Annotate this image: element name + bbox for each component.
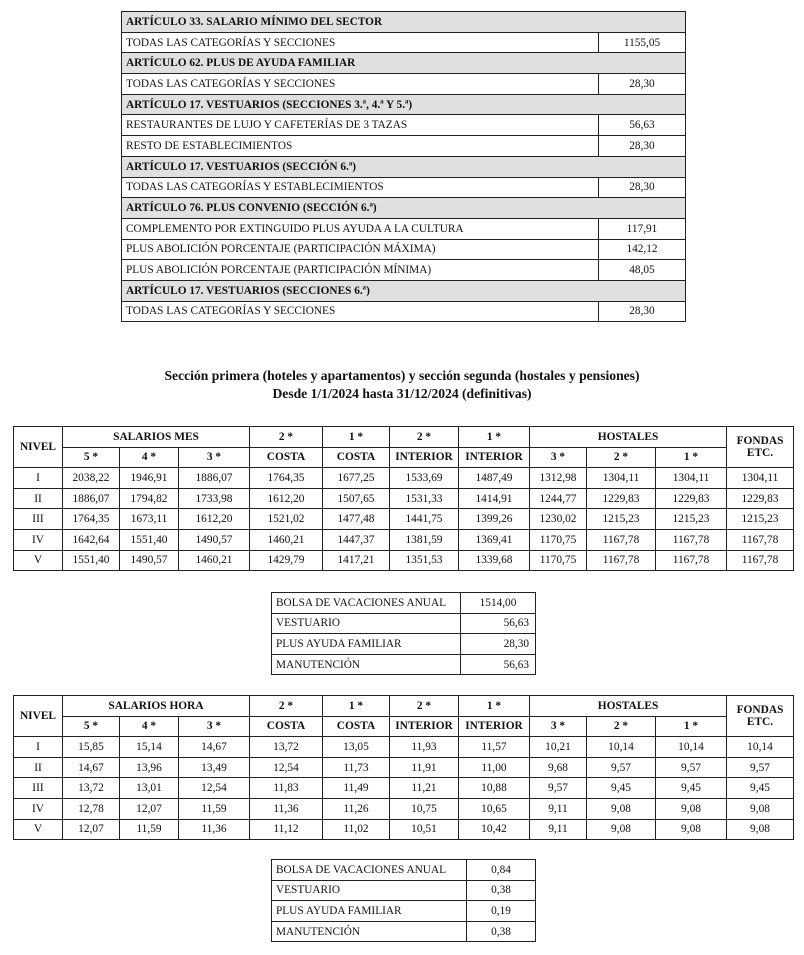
value-cell: 1312,98 — [530, 468, 587, 489]
row-label: RESTAURANTES DE LUJO Y CAFETERÍAS DE 3 TAZAS — [122, 115, 599, 136]
section-title — [0, 367, 804, 403]
row-label: RESTO DE ESTABLECIMIENTOS — [122, 136, 599, 157]
value-cell: 1167,78 — [656, 529, 727, 550]
value-cell: 1677,25 — [323, 468, 390, 489]
sub-header: 2 * — [587, 716, 656, 737]
sub-header: INTERIOR — [390, 716, 459, 737]
value-cell: 1229,83 — [656, 488, 727, 509]
category-header: 2 * — [390, 427, 459, 448]
value-cell: 1369,41 — [459, 529, 530, 550]
table-row — [14, 529, 794, 550]
value-cell: 1229,83 — [727, 488, 794, 509]
row-label: COMPLEMENTO POR EXTINGUIDO PLUS AYUDA A LA CULTURA — [122, 218, 599, 239]
nivel-cell: III — [14, 778, 63, 799]
value-cell: 1170,75 — [530, 550, 587, 571]
row-label: PLUS ABOLICIÓN PORCENTAJE (PARTICIPACIÓN MÁXIMA) — [122, 239, 599, 260]
value-cell: 11,49 — [323, 778, 390, 799]
value-cell: 1946,91 — [120, 468, 179, 489]
value-cell: 1531,33 — [390, 488, 459, 509]
article-header: ARTÍCULO 76. PLUS CONVENIO (SECCIÓN 6.ª) — [122, 198, 686, 219]
article-header-row — [122, 198, 686, 219]
value-cell: 2038,22 — [63, 468, 120, 489]
extras-row — [272, 593, 536, 614]
sub-header: COSTA — [323, 716, 390, 737]
extras-value: 0,38 — [467, 921, 536, 942]
extras-value: 1514,00 — [461, 593, 536, 614]
article-row — [122, 260, 686, 281]
hostales-header: HOSTALES — [530, 427, 727, 448]
extras-value: 0,38 — [467, 880, 536, 901]
value-cell: 1215,23 — [587, 509, 656, 530]
row-value: 142,12 — [599, 239, 686, 260]
value-cell: 12,54 — [250, 757, 323, 778]
value-cell: 1794,82 — [120, 488, 179, 509]
category-header: 1 * — [459, 427, 530, 448]
value-cell: 10,88 — [459, 778, 530, 799]
row-label: TODAS LAS CATEGORÍAS Y SECCIONES — [122, 32, 599, 53]
value-cell: 1764,35 — [250, 468, 323, 489]
sub-header: 4 * — [120, 716, 179, 737]
value-cell: 10,21 — [530, 737, 587, 758]
value-cell: 10,75 — [390, 798, 459, 819]
value-cell: 1764,35 — [63, 509, 120, 530]
article-header-row — [122, 53, 686, 74]
value-cell: 10,65 — [459, 798, 530, 819]
sub-header: INTERIOR — [390, 447, 459, 468]
value-cell: 1304,11 — [587, 468, 656, 489]
value-cell: 1460,21 — [250, 529, 323, 550]
value-cell: 9,08 — [727, 798, 794, 819]
article-header: ARTÍCULO 62. PLUS DE AYUDA FAMILIAR — [122, 53, 686, 74]
value-cell: 1414,91 — [459, 488, 530, 509]
sub-header: 5 * — [63, 447, 120, 468]
value-cell: 13,49 — [179, 757, 250, 778]
sub-header: COSTA — [250, 447, 323, 468]
value-cell: 1551,40 — [63, 550, 120, 571]
extras-label: VESTUARIO — [272, 880, 467, 901]
table-row — [14, 550, 794, 571]
value-cell: 9,08 — [587, 798, 656, 819]
article-row — [122, 115, 686, 136]
value-cell: 1167,78 — [587, 550, 656, 571]
value-cell: 11,59 — [120, 819, 179, 840]
row-value: 48,05 — [599, 260, 686, 281]
value-cell: 9,11 — [530, 798, 587, 819]
category-header: 1 * — [459, 696, 530, 717]
sub-header: 3 * — [530, 447, 587, 468]
extras-row — [272, 654, 536, 675]
sub-header: 3 * — [179, 447, 250, 468]
article-header: ARTÍCULO 17. VESTUARIOS (SECCIÓN 6.ª) — [122, 156, 686, 177]
article-header-row — [122, 280, 686, 301]
value-cell: 1673,11 — [120, 509, 179, 530]
table-row — [14, 757, 794, 778]
value-cell: 12,54 — [179, 778, 250, 799]
articles-table — [121, 11, 686, 322]
extras-row — [272, 860, 536, 881]
value-cell: 1533,69 — [390, 468, 459, 489]
value-cell: 1551,40 — [120, 529, 179, 550]
article-header: ARTÍCULO 33. SALARIO MÍNIMO DEL SECTOR — [122, 12, 686, 33]
nivel-cell: IV — [14, 529, 63, 550]
value-cell: 1429,79 — [250, 550, 323, 571]
article-row — [122, 136, 686, 157]
row-label: PLUS ABOLICIÓN PORCENTAJE (PARTICIPACIÓN MÍNIMA) — [122, 260, 599, 281]
sub-header: COSTA — [323, 447, 390, 468]
nivel-cell: II — [14, 488, 63, 509]
value-cell: 11,00 — [459, 757, 530, 778]
value-cell: 1521,02 — [250, 509, 323, 530]
extras-label: PLUS AYUDA FAMILIAR — [272, 901, 467, 922]
value-cell: 1733,98 — [179, 488, 250, 509]
value-cell: 13,96 — [120, 757, 179, 778]
value-cell: 13,01 — [120, 778, 179, 799]
value-cell: 1886,07 — [63, 488, 120, 509]
sub-header: 5 * — [63, 716, 120, 737]
nivel-cell: V — [14, 550, 63, 571]
sub-header: COSTA — [250, 716, 323, 737]
value-cell: 1230,02 — [530, 509, 587, 530]
value-cell: 15,85 — [63, 737, 120, 758]
sub-header: 4 * — [120, 447, 179, 468]
extras-row — [272, 901, 536, 922]
sub-header: 2 * — [587, 447, 656, 468]
section-title-line-2: Desde 1/1/2024 hasta 31/12/2024 (definitivas) — [272, 386, 532, 401]
table-row — [14, 778, 794, 799]
value-cell: 9,11 — [530, 819, 587, 840]
value-cell: 1381,59 — [390, 529, 459, 550]
value-cell: 1612,20 — [179, 509, 250, 530]
value-cell: 1215,23 — [656, 509, 727, 530]
value-cell: 10,14 — [656, 737, 727, 758]
value-cell: 11,73 — [323, 757, 390, 778]
extras-value: 56,63 — [461, 654, 536, 675]
value-cell: 11,57 — [459, 737, 530, 758]
value-cell: 10,51 — [390, 819, 459, 840]
row-value: 56,63 — [599, 115, 686, 136]
extras-label: BOLSA DE VACACIONES ANUAL — [272, 593, 461, 614]
value-cell: 1477,48 — [323, 509, 390, 530]
fondas-header: FONDAS ETC. — [727, 696, 794, 737]
value-cell: 11,93 — [390, 737, 459, 758]
value-cell: 1642,64 — [63, 529, 120, 550]
extras-row — [272, 634, 536, 655]
extras-value: 28,30 — [461, 634, 536, 655]
category-header: 2 * — [390, 696, 459, 717]
extras-value: 56,63 — [461, 613, 536, 634]
value-cell: 1441,75 — [390, 509, 459, 530]
nivel-header: NIVEL — [14, 696, 63, 737]
value-cell: 1170,75 — [530, 529, 587, 550]
value-cell: 9,08 — [656, 798, 727, 819]
article-row — [122, 218, 686, 239]
row-value: 117,91 — [599, 218, 686, 239]
category-header: 2 * — [250, 427, 323, 448]
value-cell: 9,57 — [530, 778, 587, 799]
table-row — [14, 488, 794, 509]
value-cell: 9,45 — [656, 778, 727, 799]
value-cell: 13,72 — [250, 737, 323, 758]
value-cell: 10,42 — [459, 819, 530, 840]
value-cell: 11,21 — [390, 778, 459, 799]
sub-header: 3 * — [179, 716, 250, 737]
value-cell: 1229,83 — [587, 488, 656, 509]
extras-label: VESTUARIO — [272, 613, 461, 634]
article-header: ARTÍCULO 17. VESTUARIOS (SECCIONES 3.ª, 4.ª Y 5.ª) — [122, 94, 686, 115]
value-cell: 11,12 — [250, 819, 323, 840]
value-cell: 1399,26 — [459, 509, 530, 530]
nivel-cell: IV — [14, 798, 63, 819]
extras-hora-table — [271, 859, 536, 942]
extras-label: MANUTENCIÓN — [272, 921, 467, 942]
extras-label: BOLSA DE VACACIONES ANUAL — [272, 860, 467, 881]
extras-row — [272, 613, 536, 634]
sub-header: INTERIOR — [459, 447, 530, 468]
table-row — [14, 509, 794, 530]
category-header: 1 * — [323, 696, 390, 717]
value-cell: 11,91 — [390, 757, 459, 778]
value-cell: 9,57 — [727, 757, 794, 778]
article-header-row — [122, 12, 686, 33]
row-value: 28,30 — [599, 74, 686, 95]
value-cell: 1487,49 — [459, 468, 530, 489]
value-cell: 12,07 — [120, 798, 179, 819]
table-row — [14, 819, 794, 840]
salarios-mes-table — [13, 426, 794, 571]
nivel-cell: I — [14, 468, 63, 489]
salarios-hora-table — [13, 695, 794, 840]
row-value: 1155,05 — [599, 32, 686, 53]
value-cell: 1167,78 — [587, 529, 656, 550]
value-cell: 14,67 — [63, 757, 120, 778]
fondas-header: FONDAS ETC. — [727, 427, 794, 468]
sub-header: 3 * — [530, 716, 587, 737]
extras-value: 0,19 — [467, 901, 536, 922]
value-cell: 1490,57 — [120, 550, 179, 571]
row-label: TODAS LAS CATEGORÍAS Y ESTABLECIMIENTOS — [122, 177, 599, 198]
sub-header: INTERIOR — [459, 716, 530, 737]
article-row — [122, 74, 686, 95]
value-cell: 10,14 — [587, 737, 656, 758]
category-header: 1 * — [323, 427, 390, 448]
extras-mes-table — [271, 592, 536, 675]
value-cell: 1167,78 — [727, 550, 794, 571]
value-cell: 12,07 — [63, 819, 120, 840]
article-row — [122, 239, 686, 260]
group-header: SALARIOS HORA — [63, 696, 250, 717]
value-cell: 11,02 — [323, 819, 390, 840]
value-cell: 11,26 — [323, 798, 390, 819]
value-cell: 15,14 — [120, 737, 179, 758]
extras-label: MANUTENCIÓN — [272, 654, 461, 675]
extras-value: 0,84 — [467, 860, 536, 881]
article-header-row — [122, 94, 686, 115]
section-title-line-1: Sección primera (hoteles y apartamentos) y sección segunda (hostales y pensiones) — [164, 368, 640, 383]
value-cell: 11,59 — [179, 798, 250, 819]
row-value: 28,30 — [599, 301, 686, 322]
row-value: 28,30 — [599, 136, 686, 157]
row-label: TODAS LAS CATEGORÍAS Y SECCIONES — [122, 301, 599, 322]
nivel-cell: I — [14, 737, 63, 758]
extras-row — [272, 921, 536, 942]
table-row — [14, 798, 794, 819]
table-row — [14, 468, 794, 489]
category-header: 2 * — [250, 696, 323, 717]
extras-label: PLUS AYUDA FAMILIAR — [272, 634, 461, 655]
nivel-cell: V — [14, 819, 63, 840]
article-header: ARTÍCULO 17. VESTUARIOS (SECCIONES 6.ª) — [122, 280, 686, 301]
extras-row — [272, 880, 536, 901]
nivel-header: NIVEL — [14, 427, 63, 468]
value-cell: 1612,20 — [250, 488, 323, 509]
article-row — [122, 301, 686, 322]
value-cell: 13,72 — [63, 778, 120, 799]
value-cell: 10,14 — [727, 737, 794, 758]
article-header-row — [122, 156, 686, 177]
value-cell: 9,57 — [587, 757, 656, 778]
value-cell: 1215,23 — [727, 509, 794, 530]
value-cell: 11,83 — [250, 778, 323, 799]
value-cell: 1460,21 — [179, 550, 250, 571]
article-row — [122, 177, 686, 198]
value-cell: 9,57 — [656, 757, 727, 778]
value-cell: 1244,77 — [530, 488, 587, 509]
value-cell: 14,67 — [179, 737, 250, 758]
value-cell: 9,08 — [587, 819, 656, 840]
value-cell: 13,05 — [323, 737, 390, 758]
row-value: 28,30 — [599, 177, 686, 198]
value-cell: 9,68 — [530, 757, 587, 778]
value-cell: 1304,11 — [656, 468, 727, 489]
value-cell: 1304,11 — [727, 468, 794, 489]
value-cell: 9,08 — [727, 819, 794, 840]
article-row — [122, 32, 686, 53]
table-row — [14, 737, 794, 758]
value-cell: 9,08 — [656, 819, 727, 840]
row-label: TODAS LAS CATEGORÍAS Y SECCIONES — [122, 74, 599, 95]
value-cell: 9,45 — [587, 778, 656, 799]
value-cell: 1351,53 — [390, 550, 459, 571]
nivel-cell: III — [14, 509, 63, 530]
value-cell: 1167,78 — [656, 550, 727, 571]
value-cell: 12,78 — [63, 798, 120, 819]
hostales-header: HOSTALES — [530, 696, 727, 717]
value-cell: 11,36 — [179, 819, 250, 840]
value-cell: 1490,57 — [179, 529, 250, 550]
value-cell: 1507,65 — [323, 488, 390, 509]
value-cell: 1167,78 — [727, 529, 794, 550]
value-cell: 11,36 — [250, 798, 323, 819]
value-cell: 9,45 — [727, 778, 794, 799]
value-cell: 1417,21 — [323, 550, 390, 571]
sub-header: 1 * — [656, 716, 727, 737]
group-header: SALARIOS MES — [63, 427, 250, 448]
value-cell: 1447,37 — [323, 529, 390, 550]
value-cell: 1886,07 — [179, 468, 250, 489]
nivel-cell: II — [14, 757, 63, 778]
sub-header: 1 * — [656, 447, 727, 468]
value-cell: 1339,68 — [459, 550, 530, 571]
